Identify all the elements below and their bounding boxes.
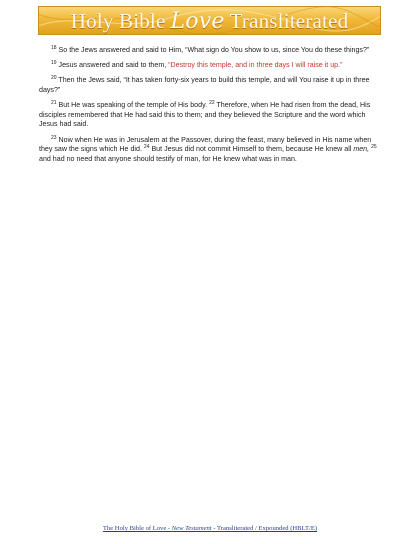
verse-number: 21	[51, 100, 57, 107]
verse-number: 23	[51, 134, 57, 141]
paragraph	[39, 76, 385, 95]
verse-number: 20	[51, 75, 57, 82]
verse-text: Therefore, when He had risen from the dead, His disciples remembered that He had said this to them; and they believed the Scripture and the word which Jesus had said.	[39, 101, 371, 129]
title-part2: Transliterated	[229, 9, 349, 33]
page-title	[39, 9, 380, 34]
verse-text: So the Jews answered and said to Him, “What sign do You show to us, since You do these things?”	[58, 46, 370, 54]
footer-italic[interactable]: New Testament	[171, 525, 212, 532]
paragraph	[39, 46, 385, 56]
paragraph	[39, 101, 385, 130]
verse-number: 18	[51, 45, 57, 51]
verse-number: 19	[51, 60, 57, 67]
verse-text: and had no need that anyone should testify of man, for He knew what was in man.	[39, 154, 297, 163]
verse-text: Jesus answered and said to them,	[58, 61, 169, 70]
title-love: Love	[170, 9, 225, 34]
verse-text: Then the Jews said, “It has taken forty-six years to build this temple, and will You raise it up in three days?”	[39, 76, 370, 94]
verse-number: 24	[143, 144, 150, 151]
verse-text: But He was speaking of the temple of His body.	[58, 101, 208, 110]
paragraph	[39, 136, 385, 165]
words-of-jesus: “Destroy this temple, and in three days I will raise it up.”	[168, 61, 343, 70]
header-banner	[38, 6, 381, 35]
scripture-text	[39, 46, 385, 170]
title-part1: Holy Bible	[70, 9, 166, 33]
verse-number: 22	[209, 100, 215, 107]
footer-link[interactable]	[0, 525, 420, 532]
footer-part1[interactable]: The Holy Bible of Love -	[102, 525, 172, 532]
verse-italic: men,	[353, 145, 370, 154]
footer-part2[interactable]: - Transliterated / Expounded (HBLT/E)	[211, 525, 318, 532]
verse-number: 25	[371, 144, 377, 151]
paragraph	[39, 61, 385, 71]
verse-text: But Jesus did not commit Himself to them, because He knew all	[151, 145, 354, 154]
verse-text: Now when He was in Jerusalem at the Passover, during the feast, many believed in His name when they saw the signs which He did.	[39, 135, 372, 154]
